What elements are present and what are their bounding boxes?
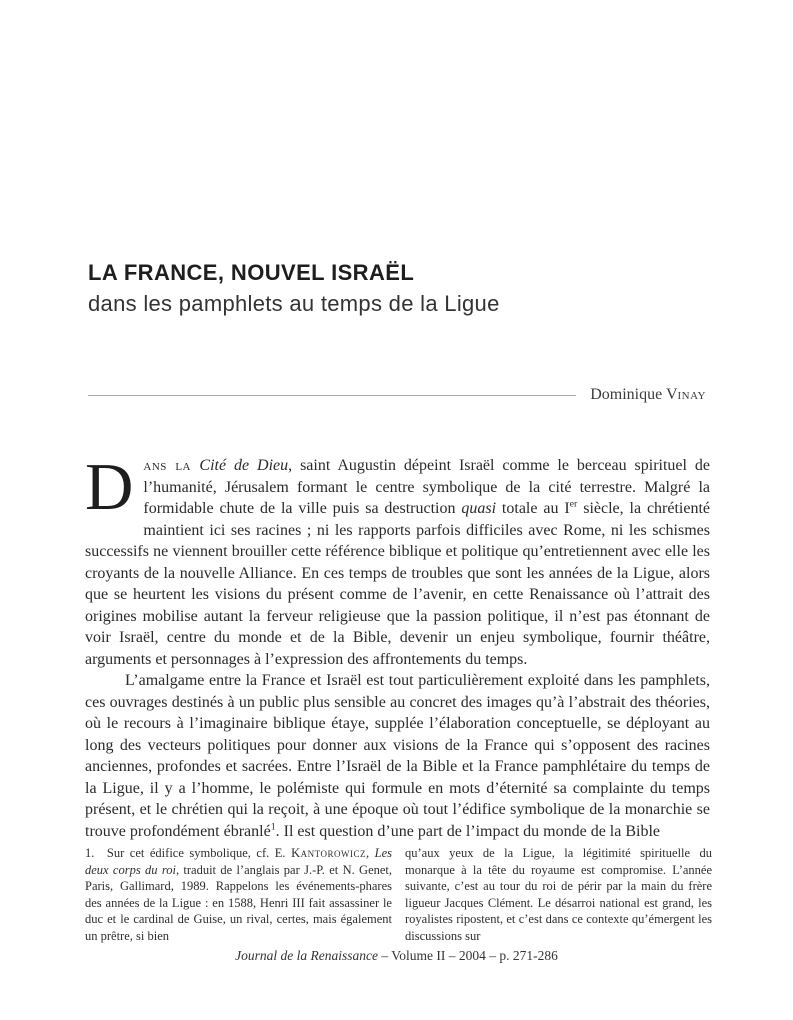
dropcap-letter: D [85, 450, 134, 524]
footnote-column-right: qu’aux yeux de la Ligue, la légitimité spirituelle du monarque à la tête du royaume est compromise. L’année suivante, c’est au tour du roi de périr par la main du frère ligueur Jacques Clément. Le désarroi national est grand, les royalistes ripostent, et c’est dans ce contexte qu’émergent les discussions sur [405, 846, 712, 943]
article-title: LA FRANCE, NOUVEL ISRAËL [88, 260, 415, 285]
author-row [88, 386, 706, 404]
paragraph-1-text: ans la Cité de Dieu, saint Augustin dépeint Israël comme le berceau spirituel de l’humanité, Jérusalem formant le centre symbolique de la cité terrestre. Malgré la formidable chute de la ville puis sa destruction quasi totale au Ier siècle, la chrétienté maintient ici ses racines ; ni les rapports parfois difficiles avec Rome, ni les schismes successifs ne viennent brouiller cette référence biblique et politique qu’entretiennent avec elle les croyants de la nouvelle Alliance. En ces temps de troubles que sont les années de la Ligue, alors que se heurtent les visions du présent comme de l’avenir, en cette Renaissance où l’attrait des origines mobilise autant la ferveur religieuse que la passion politique, il n’est pas étonnant de voir Israël, centre du monde et de la Bible, devenir un enjeu symbolique, fournir théâtre, arguments et personnages à l’expression des affrontements du temps. [85, 457, 711, 668]
footnotes [85, 845, 712, 944]
journal-footer: Journal de la Renaissance – Volume II – 2004 – p. 271-286 [235, 948, 558, 963]
paragraph-2-text: L’amalgame entre la France et Israël est tout particulièrement exploité dans les pamphlets, ces ouvrages destinés à un public plus sensible au concret des images qu’à l’abstrait des théories, où le recours à l’imaginaire biblique étaye, supplée l’élaboration conceptuelle, se déployant au long des vecteurs politiques pour donner aux visions de la France qui s’opposent des racines anciennes, profondes et sacrées. Entre l’Israël de la Bible et la France pamphlétaire du temps de la Ligue, il y a l’homme, le polémiste qui formule en mots d’éternité sa complainte du temps présent, et le chrétien qui la reçoit, à une époque où tout l’édifice symbolique de la monarchie se trouve profondément ébranlé$^1$. Il est question d’une part de l’impact du monde de la Bible [85, 672, 710, 840]
title-block [88, 258, 718, 320]
author-rule [88, 395, 576, 396]
paragraph-1 [85, 450, 711, 670]
article-subtitle: dans les pamphlets au temps de la Ligue [88, 291, 500, 316]
paragraph-2 [85, 670, 710, 842]
author-name: Dominique Vinay [590, 386, 706, 403]
article-body [85, 450, 711, 842]
footnote-column-left: 1. Sur cet édifice symbolique, cf. E. Kantorowicz, Les deux corps du roi, traduit de l’anglais par J.-P. et N. Genet, Paris, Gallimard, 1989. Rappelons les événements-phares des années de la Ligue : en 1588, Henri III fait assassiner le duc et le cardinal de Guise, un rival, certes, mais également un prêtre, si bien [85, 846, 393, 943]
